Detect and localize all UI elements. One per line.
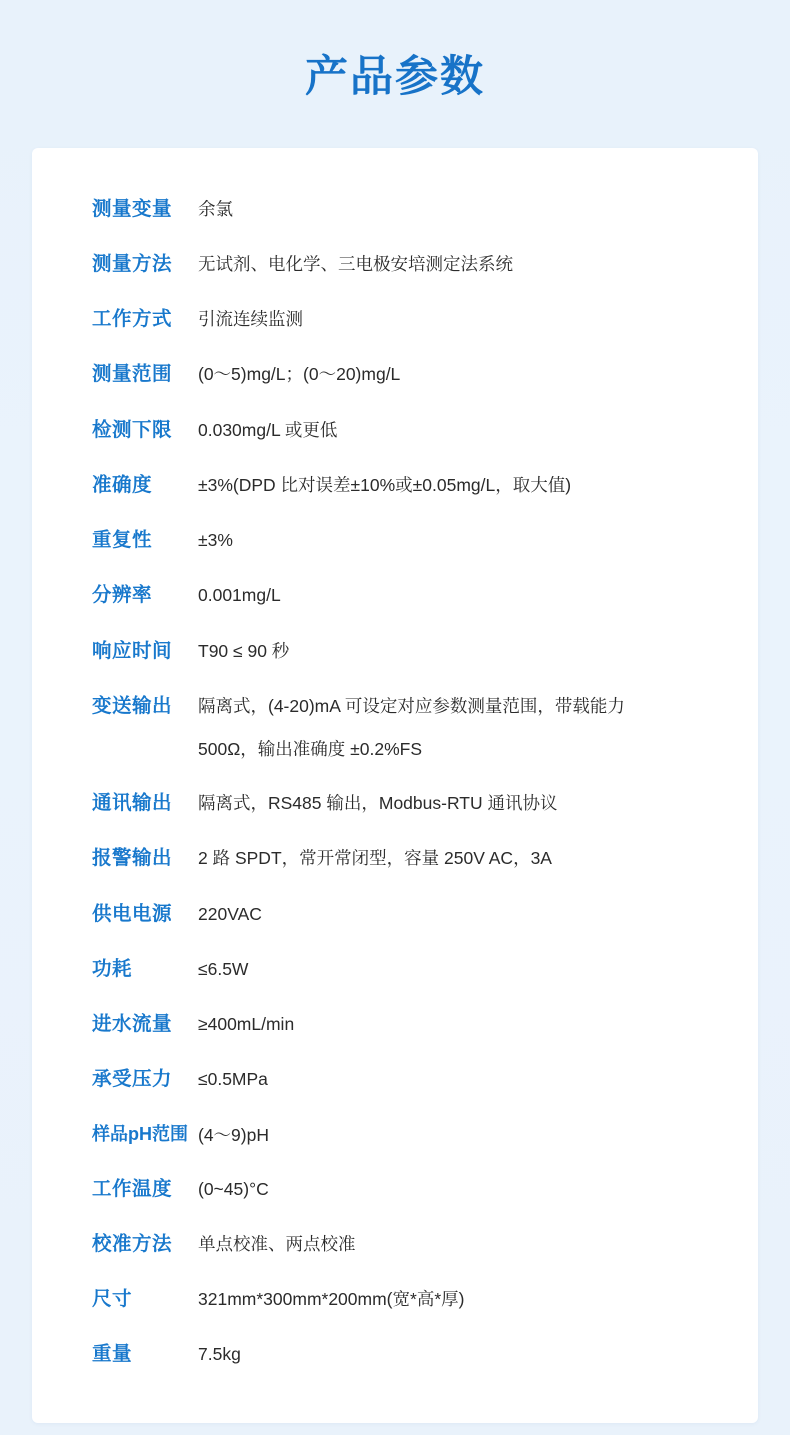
- spec-row-label: 功耗: [92, 957, 133, 980]
- spec-row: [32, 292, 758, 347]
- spec-row-label: 测量方法: [92, 252, 173, 275]
- spec-row-value: [198, 887, 732, 941]
- spec-row-value-line1: (0~45)°C: [198, 1178, 269, 1199]
- spec-row-value-line1: 单点校准、两点校准: [198, 1233, 356, 1254]
- spec-row-value-line1: 引流连续监测: [198, 309, 303, 330]
- spec-row-value: [198, 1162, 732, 1216]
- spec-row: [32, 568, 758, 623]
- spec-row-label: 测量变量: [92, 197, 173, 220]
- spec-row-label: 供电电源: [92, 902, 173, 925]
- spec-row-value: [198, 513, 732, 567]
- spec-row: [32, 1272, 758, 1327]
- spec-row-label: 工作方式: [92, 308, 173, 331]
- spec-row: [32, 513, 758, 568]
- spec-row: [32, 1162, 758, 1217]
- spec-row-value-line1: 0.030mg/L 或更低: [198, 419, 338, 440]
- spec-row-value-line1: ≤6.5W: [198, 958, 249, 979]
- spec-row: [32, 776, 758, 831]
- spec-row-value-line1: (4～9)pH: [198, 1124, 269, 1145]
- spec-row-value: [198, 458, 732, 512]
- spec-row-value-line1: ±3%(DPD 比对误差±10%或±0.05mg/L，取大值): [198, 474, 572, 495]
- spec-row-label: 分辨率: [92, 584, 153, 607]
- spec-row-label: 报警输出: [92, 847, 173, 870]
- spec-row-label: 重量: [92, 1343, 133, 1366]
- spec-row-value-line1: 321mm*300mm*200mm(宽*高*厚): [198, 1289, 465, 1310]
- spec-row-value-line1: ±3%: [198, 530, 233, 551]
- spec-row-value: [198, 776, 732, 830]
- spec-row-value: [198, 679, 732, 776]
- spec-row-label: 准确度: [92, 473, 153, 496]
- spec-row-value: [198, 237, 732, 291]
- spec-row-label: 校准方法: [92, 1232, 173, 1255]
- spec-row-value-line1: 220VAC: [198, 903, 262, 924]
- spec-row-value: [198, 1052, 732, 1106]
- spec-row-value-line1: (0～5)mg/L；(0～20)mg/L: [198, 364, 401, 385]
- spec-row-label: 工作温度: [92, 1177, 173, 1200]
- spec-row-value-line1: 余氯: [198, 198, 233, 219]
- spec-row-label: 响应时间: [92, 639, 173, 662]
- spec-row-value-line1: ≤0.5MPa: [198, 1069, 268, 1090]
- spec-row-value-line1: T90 ≤ 90 秒: [198, 640, 290, 661]
- spec-row-value: [198, 1327, 732, 1381]
- spec-row-value-line2: 500Ω，输出准确度 ±0.2%FS: [198, 738, 422, 759]
- spec-row: [32, 237, 758, 292]
- spec-row: [32, 403, 758, 458]
- spec-row: [32, 942, 758, 997]
- spec-row-value: [198, 292, 732, 346]
- spec-row: [32, 1052, 758, 1107]
- spec-row: [32, 1217, 758, 1272]
- spec-row-value: [198, 403, 732, 457]
- spec-row-label: 承受压力: [92, 1068, 173, 1091]
- spec-row-value: [198, 942, 732, 996]
- spec-row: [32, 347, 758, 402]
- spec-row-value-line1: 7.5kg: [198, 1344, 241, 1365]
- spec-row-value: [198, 347, 732, 401]
- spec-card: [32, 148, 758, 1423]
- spec-row: [32, 831, 758, 886]
- spec-row-label: 测量范围: [92, 363, 173, 386]
- spec-row-value: [198, 568, 732, 622]
- spec-row-value-line1: 隔离式，(4-20)mA 可设定对应参数测量范围，带载能力: [198, 695, 625, 716]
- spec-row-label: 通讯输出: [92, 792, 173, 815]
- page-title: 产品参数: [305, 53, 485, 101]
- spec-row: [32, 887, 758, 942]
- spec-row-value: [198, 997, 732, 1051]
- spec-row-value: [198, 1108, 732, 1162]
- spec-row-value: [198, 831, 732, 885]
- spec-row-label: 样品pH范围: [92, 1123, 188, 1144]
- spec-row: [32, 679, 758, 776]
- spec-row-label: 重复性: [92, 529, 153, 552]
- spec-row-value: [198, 1217, 732, 1271]
- spec-row-value-line1: 隔离式，RS485 输出，Modbus-RTU 通讯协议: [198, 793, 558, 814]
- spec-table: [32, 182, 758, 1383]
- spec-row-value: [198, 182, 732, 236]
- spec-row-label: 检测下限: [92, 418, 173, 441]
- spec-row: [32, 1327, 758, 1382]
- spec-row-label: 变送输出: [92, 694, 173, 717]
- spec-row-value-line1: 2 路 SPDT，常开常闭型，容量 250V AC，3A: [198, 848, 552, 869]
- spec-row-value-line1: ≥400mL/min: [198, 1014, 295, 1035]
- spec-row: [32, 182, 758, 237]
- spec-row-label: 进水流量: [92, 1013, 173, 1036]
- spec-row-label: 尺寸: [92, 1288, 133, 1311]
- spec-row-value: [198, 624, 732, 678]
- spec-row: [32, 458, 758, 513]
- spec-row-value: [198, 1272, 732, 1326]
- spec-row-value-line1: 0.001mg/L: [198, 585, 281, 606]
- spec-row: [32, 997, 758, 1052]
- spec-row: [32, 1108, 758, 1162]
- spec-row-value-line1: 无试剂、电化学、三电极安培测定法系统: [198, 253, 513, 274]
- spec-row: [32, 624, 758, 679]
